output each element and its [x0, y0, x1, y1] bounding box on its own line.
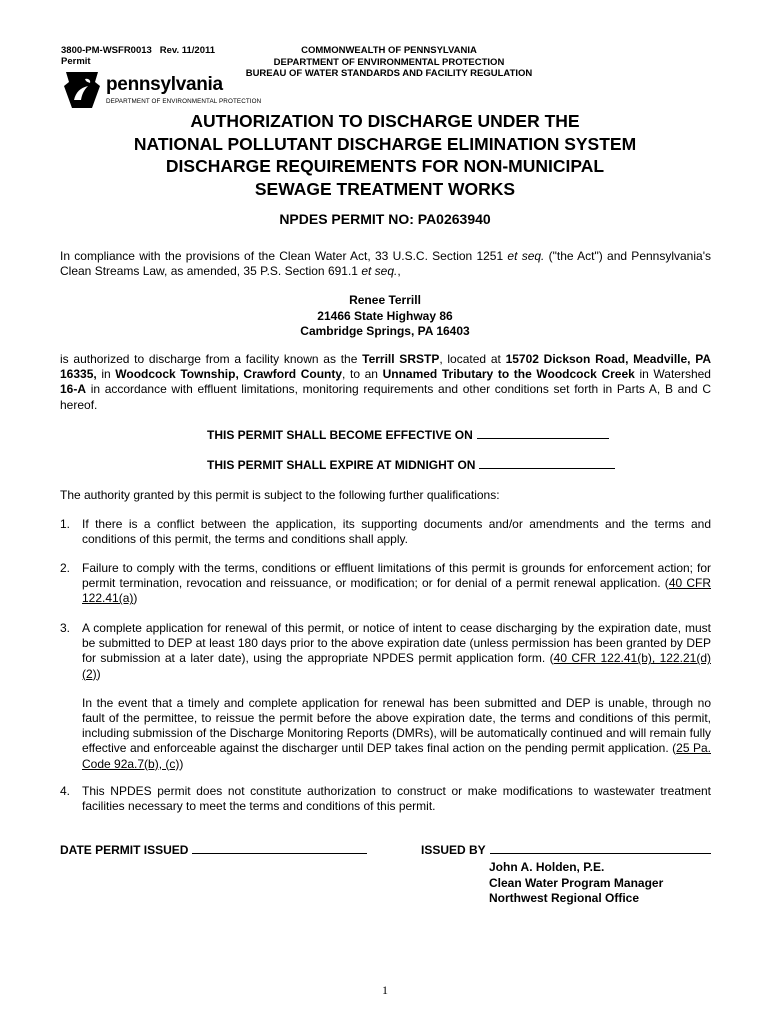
permit-number: NPDES PERMIT NO: PA0263940: [279, 211, 491, 227]
issued-by-label: ISSUED BY: [421, 843, 486, 857]
agency-header: [230, 45, 548, 80]
date-issued-blank: [192, 843, 367, 854]
title-line-1: AUTHORIZATION TO DISCHARGE UNDER THE: [190, 111, 580, 131]
keystone-logo-icon: [62, 70, 102, 110]
auth-text-5: in Watershed: [634, 367, 711, 382]
expiration-date-blank: [479, 458, 615, 469]
compliance-et-seq-2: et seq.: [361, 264, 398, 279]
receiving-stream: Unnamed Tributary to the Woodcock Creek: [382, 367, 635, 382]
title-line-3: DISCHARGE REQUIREMENTS FOR NON-MUNICIPAL: [165, 156, 605, 176]
effective-date-label: THIS PERMIT SHALL BECOME EFFECTIVE ON: [207, 428, 473, 442]
logo-wordmark: pennsylvania: [106, 74, 223, 95]
compliance-text-3: ,: [397, 264, 401, 279]
qualification-item-2: [60, 561, 711, 607]
qualifications-intro: The authority granted by this permit is subject to the following further qualifications:: [60, 488, 500, 502]
item-text-end: ): [133, 591, 138, 606]
permittee-name: Renee Terrill: [349, 293, 421, 307]
facility-township: Woodcock Township, Crawford County: [115, 367, 343, 382]
agency-line-1: COMMONWEALTH OF PENNSYLVANIA: [301, 45, 477, 56]
form-id: 3800-PM-WSFR0013 Rev. 11/2011: [61, 45, 216, 56]
item-text: This NPDES permit does not constitute authorization to construct or make modifications to wastewater treatment facilities necessary to meet the terms and conditions of this permit.: [82, 784, 711, 814]
form-id-block: [61, 45, 215, 67]
item-number: 4.: [60, 784, 71, 798]
authorization-paragraph: [60, 352, 711, 413]
qualification-item-1: [60, 517, 711, 547]
effective-date-blank: [477, 428, 609, 439]
facility-name: Terrill SRSTP: [362, 352, 440, 366]
item-text: If there is a conflict between the application, its supporting documents and/or amendments and the terms and conditions of this permit, the terms and conditions shall apply.: [82, 517, 711, 547]
date-issued-label: DATE PERMIT ISSUED: [60, 843, 189, 857]
signatory-title: Clean Water Program Manager: [489, 875, 664, 890]
item-text: [82, 621, 711, 682]
effective-date-line: [207, 428, 609, 442]
document-title: [60, 110, 710, 200]
compliance-text-1: In compliance with the provisions of the Clean Water Act, 33 U.S.C. Section 1251: [60, 249, 508, 263]
auth-text-2: , located at: [439, 352, 506, 366]
pa-dep-logo: [62, 70, 262, 110]
permittee-city: Cambridge Springs, PA 16403: [300, 324, 470, 338]
qualification-item-3: [60, 621, 711, 772]
agency-line-2: DEPARTMENT OF ENVIRONMENTAL PROTECTION: [273, 56, 505, 68]
signatory-block: [489, 860, 663, 907]
item-sub-body: In the event that a timely and complete application for renewal has been submitted and DEP is unable, through no fault of the permittee, to reissue the permit before the above expiration date, the terms and conditions of this permit, including submission of the Discharge Monitoring Reports (DMRs), will be automatically continued and will remain fully effective and enforceable against the discharger until DEP takes final action on the pending permit application. (: [82, 695, 711, 756]
logo-subtitle: DEPARTMENT OF ENVIRONMENTAL PROTECTION: [106, 98, 262, 105]
item-text: [82, 561, 711, 607]
item-number: 3.: [60, 621, 71, 635]
cfr-reference-link: 40 CFR 122.41(b), 122.21(d)(2): [82, 651, 711, 681]
issued-by-line: [421, 843, 711, 857]
auth-text-1: is authorized to discharge from a facility known as the: [60, 352, 363, 366]
title-line-4: SEWAGE TREATMENT WORKS: [254, 178, 516, 199]
expiration-date-line: [207, 458, 615, 472]
item-subparagraph: [82, 696, 711, 772]
item-text-body: A complete application for renewal of this permit, or notice of intent to cease discharging by the expiration date, must be submitted to DEP at least 180 days prior to the above expiration date (unless permission has been granted by DEP for submission at a later date), using the appropriate NPDES permit application form. (: [82, 621, 711, 666]
item-number: 1.: [60, 517, 71, 531]
agency-line-3: BUREAU OF WATER STANDARDS AND FACILITY REGULATION: [245, 68, 533, 79]
auth-text-3: in: [96, 367, 116, 382]
item-sub-end: ): [179, 756, 184, 771]
signatory-name: John A. Holden, P.E.: [489, 860, 605, 874]
permittee-address: [60, 293, 710, 340]
auth-text-4: , to an: [342, 367, 383, 382]
watershed-id: 16-A: [60, 382, 87, 397]
date-issued-line: [60, 843, 367, 857]
expiration-date-label: THIS PERMIT SHALL EXPIRE AT MIDNIGHT ON: [207, 458, 476, 472]
pa-code-reference-link: 25 Pa. Code 92a.7(b), (c): [82, 741, 711, 771]
item-text-end: ): [96, 666, 101, 681]
page-number: 1: [382, 983, 388, 997]
permittee-street: 21466 State Highway 86: [317, 308, 453, 323]
signatory-office: Northwest Regional Office: [489, 891, 640, 905]
cfr-reference-link: 40 CFR 122.41(a): [82, 576, 711, 606]
qualification-item-4: [60, 784, 711, 814]
compliance-et-seq-1: et seq.: [507, 249, 545, 263]
facility-location: 15702 Dickson Road, Meadville, PA 16335,: [60, 352, 712, 382]
compliance-paragraph: [60, 249, 711, 279]
signature-blank: [490, 843, 711, 854]
form-type: Permit: [61, 56, 91, 67]
title-line-2: NATIONAL POLLUTANT DISCHARGE ELIMINATION SYSTEM: [133, 133, 637, 154]
item-text-body: Failure to comply with the terms, conditions or effluent limitations of this permit is grounds for enforcement action; for permit termination, revocation and reissuance, or modification; or for denial of a permit renewal application. (: [82, 561, 711, 591]
compliance-text-2: ("the Act") and Pennsylvania's Clean Streams Law, as amended, 35 P.S. Section 691.1: [60, 249, 711, 279]
auth-text-6: in accordance with effluent limitations, monitoring requirements and other conditions set forth in Parts A, B and C hereof.: [60, 382, 711, 412]
item-number: 2.: [60, 561, 71, 575]
